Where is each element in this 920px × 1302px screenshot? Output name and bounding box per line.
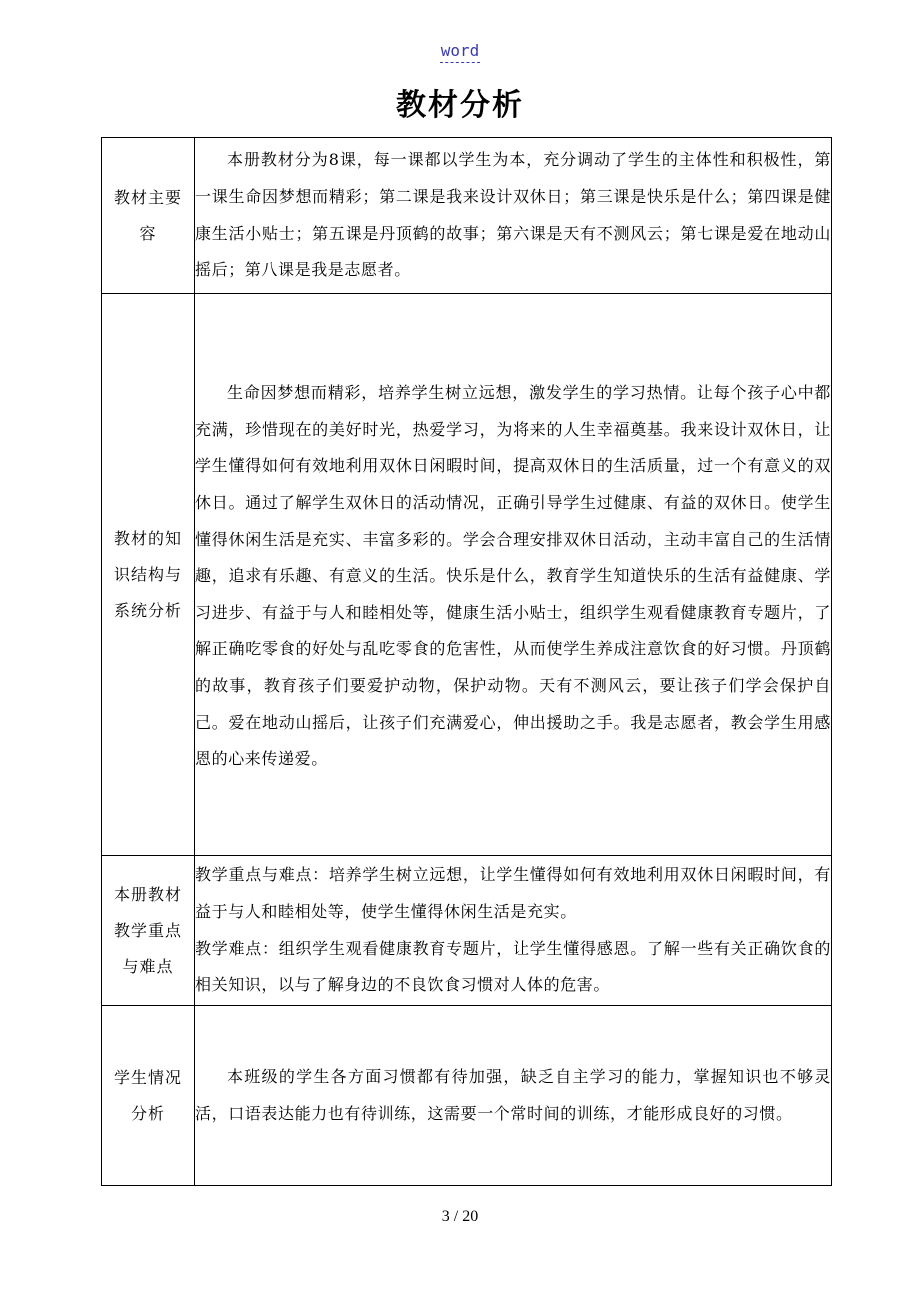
row-label-cell xyxy=(102,856,195,1006)
table-row-main-content xyxy=(102,138,832,294)
header-word-link[interactable]: word xyxy=(440,41,480,60)
page-number: 3 / 20 xyxy=(441,1208,479,1225)
key-points-text: 教学重点与难点：培养学生树立远想，让学生懂得如何有效地利用双休日闲暇时间，有益于与人和睦相处等，使学生懂得休闲生活是充实。 xyxy=(195,865,831,921)
page-title: 教材分析 xyxy=(396,88,524,123)
table-row-key-points xyxy=(102,856,832,1006)
row-content-text: 本册教材分为8课，每一课都以学生为本，充分调动了学生的主体性和积极性，第一课生命因梦想而精彩；第二课是我来设计双休日；第三课是快乐是什么；第四课是健康生活小贴士；第五课是丹顶鹤的故事；第六课是天有不测风云；第七课是爱在地动山摇后；第八课是我是志愿者。 xyxy=(195,150,831,280)
row-content-text: 本班级的学生各方面习惯都有待加强，缺乏自主学习的能力，掌握知识也不够灵活，口语表达能力也有待训练，这需要一个常时间的训练，才能形成良好的习惯。 xyxy=(195,1066,831,1123)
difficulty-text: 教学难点：组织学生观看健康教育专题片，让学生懂得感恩。了解一些有关正确饮食的相关知识，以与了解身边的不良饮食习惯对人体的危害。 xyxy=(195,938,831,995)
table-row-student-analysis xyxy=(102,1006,832,1186)
row-label-cell xyxy=(102,138,195,294)
table-row-knowledge-structure xyxy=(102,294,832,856)
analysis-table xyxy=(101,137,832,1186)
row-content-cell xyxy=(195,138,832,294)
header-underline xyxy=(440,62,480,63)
row-label-cell xyxy=(102,294,195,856)
row-content-cell xyxy=(195,294,832,856)
row-content-cell xyxy=(195,1006,832,1186)
row-label-cell xyxy=(102,1006,195,1186)
row-label: 学生情况分析 xyxy=(113,1067,182,1123)
row-content-text: 生命因梦想而精彩，培养学生树立远想，激发学生的学习热情。让每个孩子心中都充满，珍惜现在的美好时光，热爱学习，为将来的人生幸福奠基。我来设计双休日，让学生懂得如何有效地利用双休日闲暇时间，提高双休日的生活质量，过一个有意义的双休日。通过了解学生双休日的活动情况，正确引导学生过健康、有益的双休日。使学生懂得休闲生活是充实、丰富多彩的。学会合理安排双休日活动，主动丰富自己的生活情趣，追求有乐趣、有意义的生活。快乐是什么，教育学生知道快乐的生活有益健康、学习进步、有益于与人和睦相处等，健康生活小贴士，组织学生观看健康教育专题片，了解正确吃零食的好处与乱吃零食的危害性，从而使学生养成注意饮食的好习惯。丹顶鹤的故事，教育孩子们要爱护动物，保护动物。天有不测风云，要让孩子们学会保护自己。爱在地动山摇后，让孩子们充满爱心，伸出援助之手。我是志愿者，教会学生用感恩的心来传递爱。 xyxy=(195,383,831,769)
row-label: 本册教材教学重点与难点 xyxy=(113,884,182,976)
row-content-cell xyxy=(195,856,832,1006)
row-label: 教材的知识结构与系统分析 xyxy=(113,528,182,620)
row-label: 教材主要容 xyxy=(113,187,182,243)
